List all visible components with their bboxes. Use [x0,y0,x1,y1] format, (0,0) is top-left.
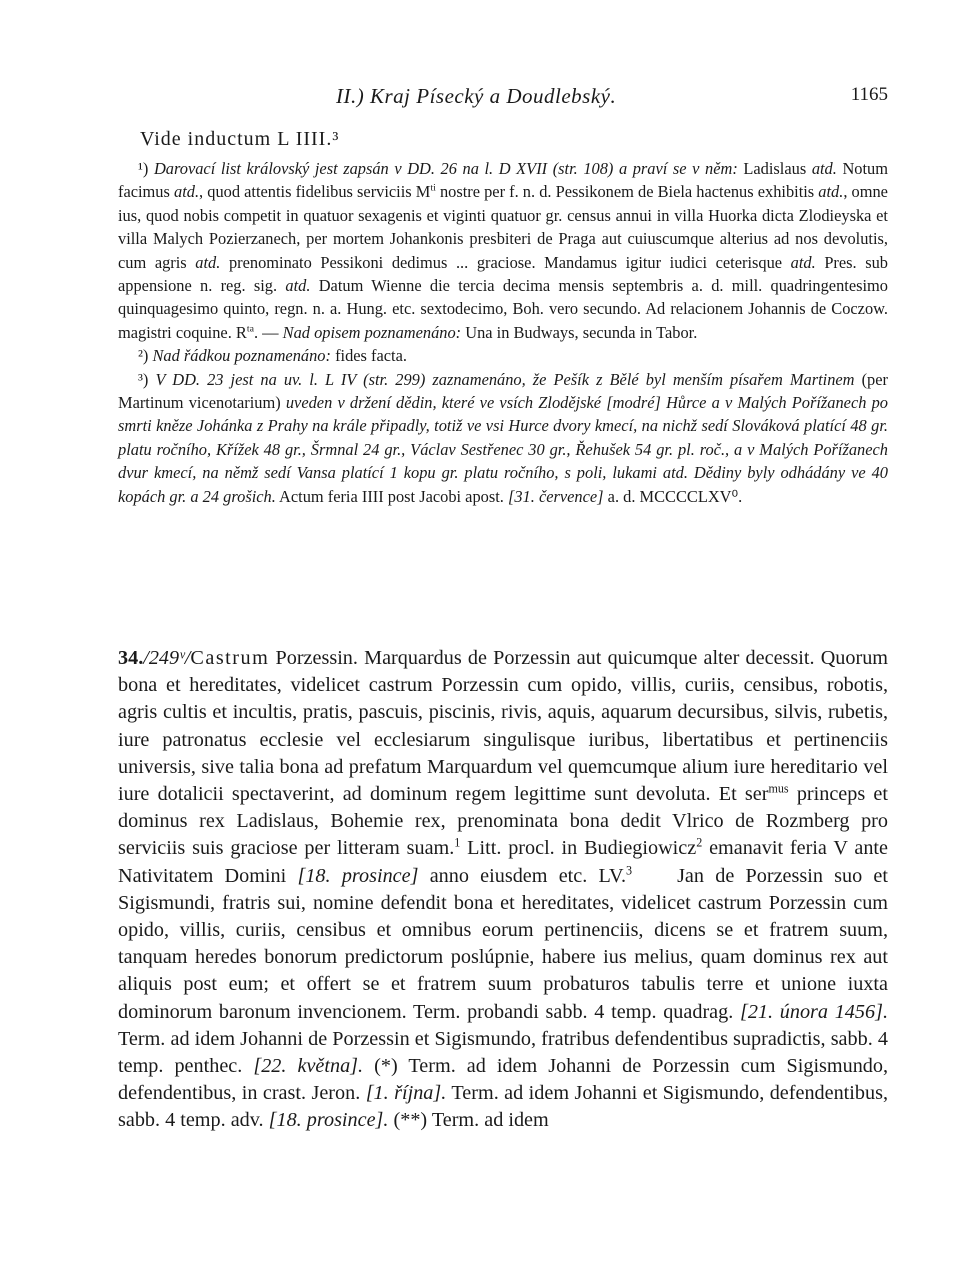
footnote-marker: ²) [138,346,149,366]
folio-reference: /249ᵛ/ [143,647,191,669]
footnote-2: ²) Nad řádkou poznamenáno: fides facta. [138,346,407,366]
page-header [118,84,888,114]
entry-paragraph: 34./249ᵛ/Castrum Porzessin. Marquardus de Porzessin aut quicumque alter decessit. Quorum bona et hereditates, videlicet castrum Porzessin cum opido, villis, curiis, censibus, robotis, agris cultis et incultis, pratis, pascuis, piscinis, rivis, aquis, aquarum decursibus, silvis, rubetis, iure patronatus ecclesie vel ecclesiarum singulisque iuribus, libertatibus et pertinenciis universis, sive talia bona ad prefatum Marquardum vel quemcumque alium iure hereditario vel iure dotalicii spectaverint, ad dominum regem legittime sunt devoluta. Et ser$^{mus}$ princeps et dominus rex Ladislaus, Bohemie rex, prenominata bona dedit Vlrico de Rozmberg pro serviciis suis graciose per litteram suam.$^1$ Litt. procl. in Budiegiowicz$^2$ emanavit feria V ante Nativitatem Domini [18. prosince] anno eiusdem etc. LV.$^3$ Jan de Porzessin suo et Sigismundi, fratris sui, nomine defendit bona et hereditates, videlicet castrum Porzessin cum opido, villis, curiis, censibus et omnibus eorum pertinenciis, dicens se et fratrem suum, tanquam heredes bonorum predictorum poslúpnie, habere ius melius, quam dominus rex aut aliquis post eum; et offert se et fratrem suum probaturos tabulis terre et unione iuxta dominorum baronum invencionem. Term. probandi sabb. 4 temp. quadrag. [21. února 1456]. Term. ad idem Johanni de Porzessin et Sigismundo, fratribus defendentibus supradictis, sabb. 4 temp. penthec. [22. května]. (*) Term. ad idem Johanni de Porzessin cum Sigismundo, defendentibus, in crast. Jeron. [1. října]. Term. ad idem Johanni et Sigismundo, defendentibus, sabb. 4 temp. adv. [18. prosince]. (**) Term. ad idem [118,647,889,1132]
page-number: 1165 [850,84,888,105]
footnote-3: ³) V DD. 23 jest na uv. l. L IV (str. 299) zaznamenáno, že Pešík z Bělé byl menším písařem Martinem (per Martinum vicenotarium) uveden v držení dědin, které ve vsích Zlodějské [modré] Hůrce a v Malých Pořížanech po smrti kněze Johánka z Prahy na krále připadly, totiž ve vsi Hurce dvory kmecí, na nichž sedí Slováková platící 48 gr. platu ročního, Křížek 48 gr., Šrmnal 24 gr., Václav Sestřenec 30 gr., Řehušek 54 gr. pl. roč., a v Malých Pořížanech dvur kmecí, na němž sedí Vansa platící 1 kopu gr. platu ročního, s poli, lukami atd. Dědiny byly odhádány ve 40 kopách gr. a 24 grošich. Actum feria IIII post Jacobi apost. [31. července] a. d. MCCCCLXV⁰. [118,369,888,506]
vide-inductum-line: Vide inductum L IIII.³ [140,128,340,150]
entry-title: Castrum [190,647,270,669]
footnote-marker: ¹) [138,159,149,178]
main-entry [118,645,888,1135]
entry-number: 34. [118,647,144,669]
footnotes [118,157,888,508]
document-page [118,0,888,1273]
footnote-1: ¹) Darovací list královský jest zapsán v DD. 26 na l. D XVII (str. 108) a praví se v něm: Ladislaus atd. Notum facimus atd., quod attentis fidelibus serviciis $M^{ti}$ nostre per f. n. d. Pessikonem de Biela hactenus exhibitis atd., omne ius, quod nobis competit in quatuor sexagenis et viginti quatuor gr. census annui in villa Huorka dicta Zlodieyska et villa Malych Pozierzanech, per mortem Johankonis presbiteri de Praga aut cuiuscumque alterius ad nos devolutis, cum agris atd. prenominato Pessikoni dedimus ... graciose. Mandamus igitur iudici ceterisque atd. Pres. sub appensione n. reg. sig. atd. Datum Wienne die tercia decima mensis septembris a. d. mill. quadringentesimo quinquagesimo quinto, regn. n. a. Hung. etc. sextodecimo, Boh. vero secundo. Ad relacionem Johannis de Coczow. magistri coquine. $R^{ta}$. — Nad opisem poznamenáno: Una in Budways, secunda in Tabor. [118,159,889,342]
footnote-marker: ³) [138,369,149,389]
running-title: II.) Kraj Písecký a Doudlebský. [336,84,617,108]
